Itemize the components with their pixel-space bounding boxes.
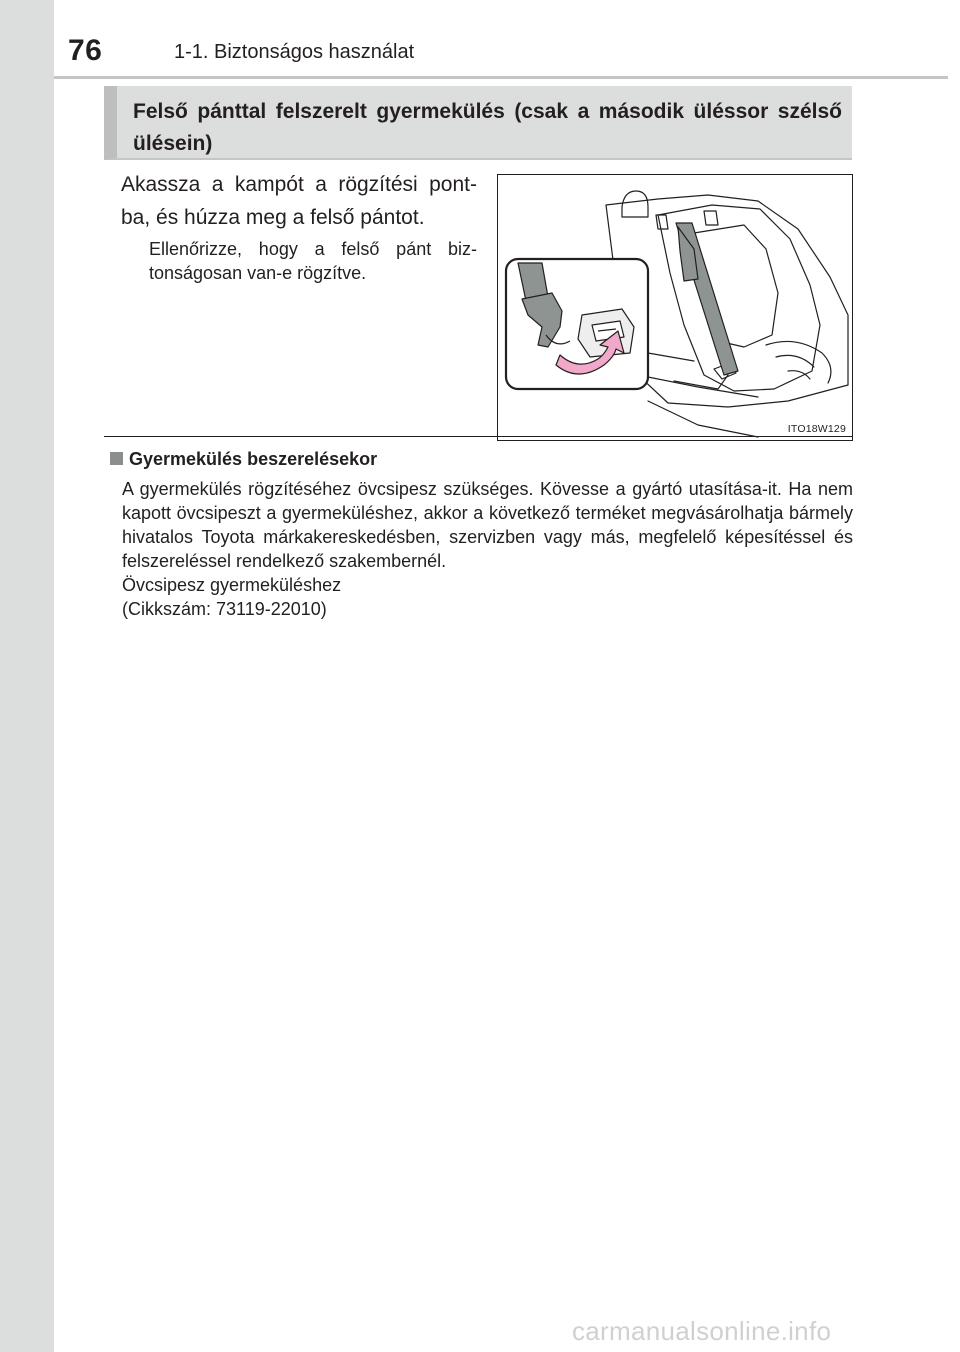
bullet-square-icon: [110, 452, 123, 465]
section-heading-box: [104, 86, 852, 160]
running-head: 1-1. Biztonságos használat: [174, 41, 415, 63]
note-heading-text: Gyermekülés beszerelésekor: [129, 449, 378, 469]
note-part-number: (Cikkszám: 73119-22010): [122, 599, 327, 619]
note-body: [122, 477, 853, 621]
inset-detail: [506, 259, 648, 389]
figure-code: ITO18W129: [787, 423, 846, 435]
seat-top-strap-illustration: [497, 174, 853, 441]
section-title: Felső pánttal felszerelt gyermekülés (csak a második üléssor szélső ülésein): [133, 100, 842, 155]
step-instruction: Akassza a kampót a rögzítési pont-ba, és húzza meg a felső pántot.: [121, 173, 477, 229]
step-note: Ellenőrizze, hogy a felső pánt biz-tonságosan van-e rögzítve.: [149, 239, 477, 283]
headrest: [622, 191, 648, 217]
side-band: [0, 0, 54, 1352]
note-paragraph: A gyermekülés rögzítéséhez övcsipesz szükséges. Kövesse a gyártó utasítása-it. Ha nem kapott övcsipeszt a gyermeküléshez, akkor a következő terméket megvásárolhatja bármely hivatalos Toyota márkakereskedésben, szervizben vagy más, megfelelő képesítéssel és felszereléssel rendelkező szakembernél.: [122, 479, 853, 571]
note-product-name: Övcsipesz gyermeküléshez: [122, 575, 342, 595]
page-number: 76: [68, 34, 103, 67]
section-divider: [104, 436, 853, 437]
header-rule: [54, 76, 948, 79]
watermark: carmanualsonline.info: [572, 1316, 832, 1346]
note-heading: [110, 449, 377, 470]
seat-illustration: [498, 175, 854, 442]
